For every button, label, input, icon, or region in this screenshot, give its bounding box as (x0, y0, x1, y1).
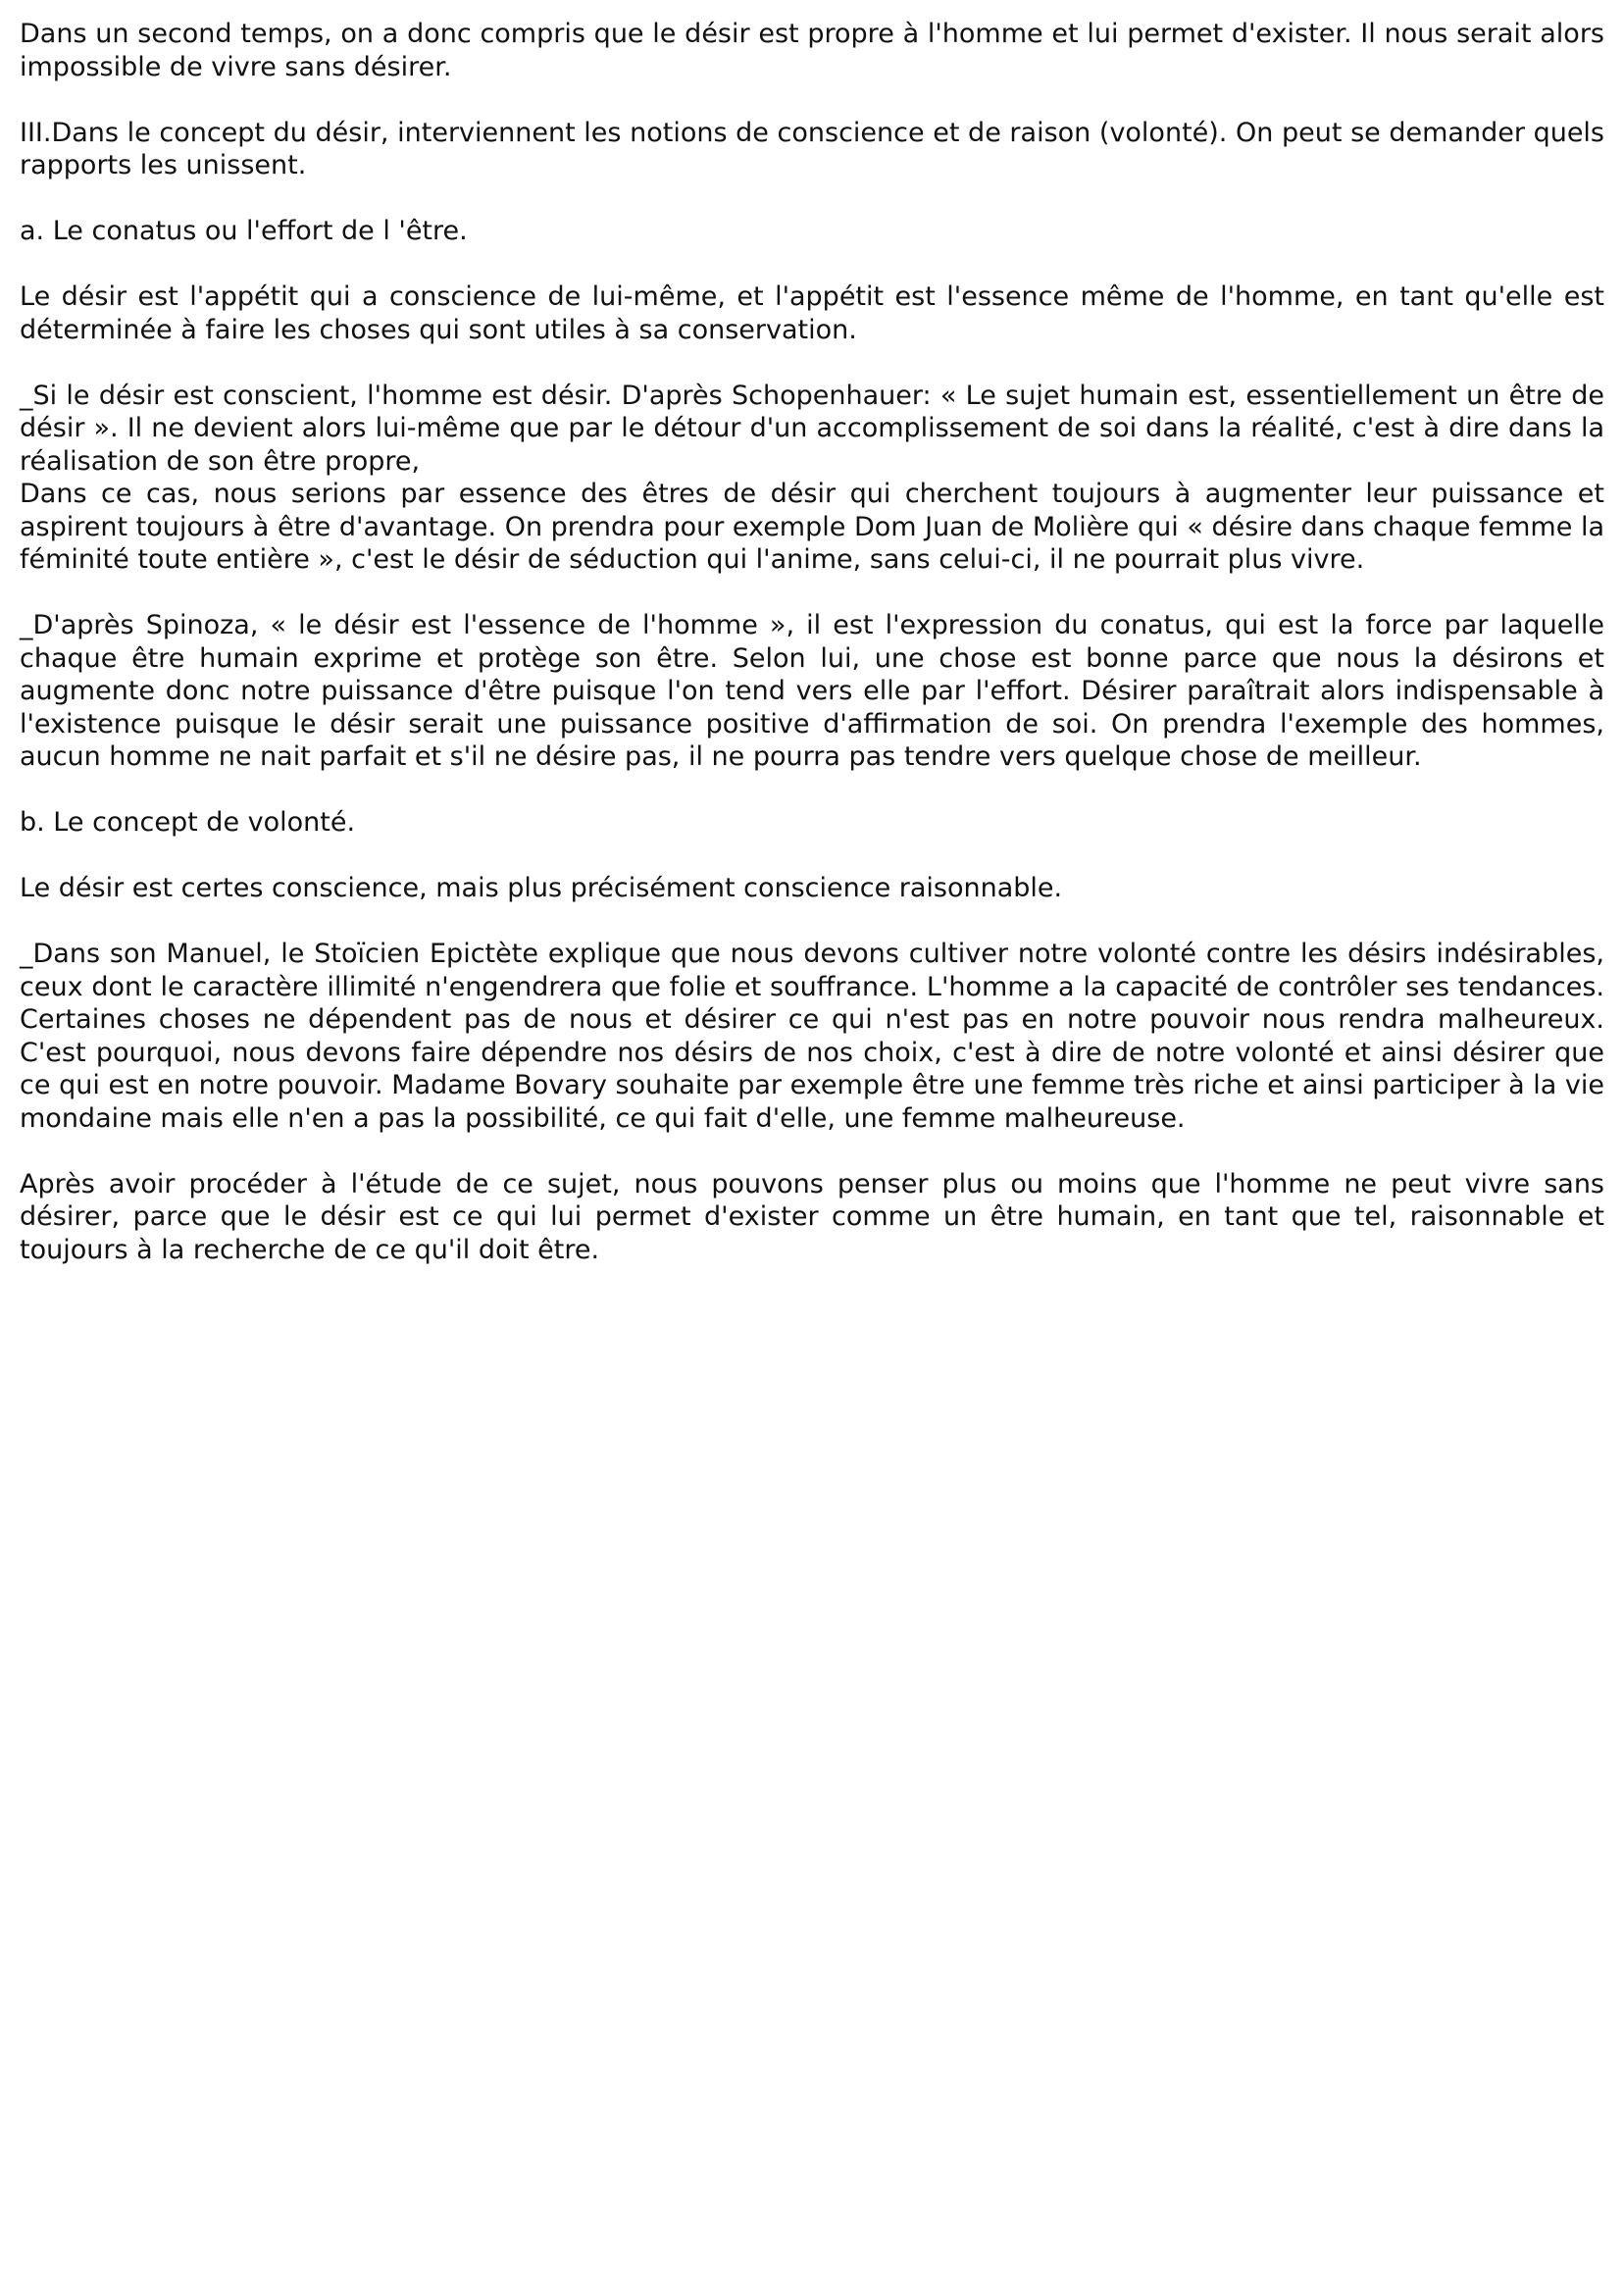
document-page (20, 18, 1604, 1300)
subheading-volonte: b. Le concept de volonté. (20, 807, 356, 838)
paragraph-part-three-heading: III.Dans le concept du désir, interviennent les notions de conscience et de raison (volonté). On peut se demander quels rapports les unissent. (20, 117, 1604, 180)
paragraph-dom-juan: Dans ce cas, nous serions par essence des êtres de désir qui cherchent toujours à augmenter leur puissance et aspirent toujours à être d'avantage. On prendra pour exemple Dom Juan de Molière qui « désire dans chaque femme la féminité toute entière », c'est le désir de séduction qui l'anime, sans celui-ci, il ne pourrait plus vivre. (20, 479, 1604, 575)
paragraph-intro-summary: Dans un second temps, on a donc compris que le désir est propre à l'homme et lui permet d'exister. Il nous serait alors impossible de vivre sans désirer. (20, 19, 1604, 82)
subheading-conatus: a. Le conatus ou l'effort de l 'être. (20, 216, 468, 246)
paragraph-desir-appetit: Le désir est l'appétit qui a conscience de lui-même, et l'appétit est l'essence même de l'homme, en tant qu'elle est déterminée à faire les choses qui sont utiles à sa conservation. (20, 281, 1604, 345)
paragraph-conclusion: Après avoir procéder à l'étude de ce sujet, nous pouvons penser plus ou moins que l'homme ne peut vivre sans désirer, parce que le désir est ce qui lui permet d'exister comme un être humain, en tant que tel, raisonnable et toujours à la recherche de ce qu'il doit être. (20, 1168, 1604, 1265)
paragraph-epictete: _Dans son Manuel, le Stoïcien Epictète explique que nous devons cultiver notre volonté contre les désirs indésirables, ceux dont le caractère illimité n'engendrera que folie et souffrance. L'homme a la capacité de contrôler ses tendances. Certaines choses ne dépendent pas de nous et désirer ce qui n'est pas en notre pouvoir nous rendra malheureux. C'est pourquoi, nous devons faire dépendre nos désirs de nos choix, c'est à dire de notre volonté et ainsi désirer que ce qui est en notre pouvoir. Madame Bovary souhaite par exemple être une femme très riche et ainsi participer à la vie mondaine mais elle n'en a pas la possibilité, ce qui fait d'elle, une femme malheureuse. (20, 939, 1604, 1134)
paragraph-conscience-raisonnable: Le désir est certes conscience, mais plus précisément conscience raisonnable. (20, 873, 1063, 903)
paragraph-schopenhauer: _Si le désir est conscient, l'homme est désir. D'après Schopenhauer: « Le sujet humain est, essentiellement un être de désir ». Il ne devient alors lui-même que par le détour d'un accomplissement de soi dans la réalité, c'est à dire dans la réalisation de son être propre, (20, 380, 1604, 477)
paragraph-spinoza: _D'après Spinoza, « le désir est l'essence de l'homme », il est l'expression du conatus, qui est la force par laquelle chaque être humain exprime et protège son être. Selon lui, une chose est bonne parce que nous la désirons et augmente donc notre puissance d'être puisque l'on tend vers elle par l'effort. Désirer paraîtrait alors indispensable à l'existence puisque le désir serait une puissance positive d'affirmation de soi. On prendra l'exemple des hommes, aucun homme ne nait parfait et s'il ne désire pas, il ne pourra pas tendre vers quelque chose de meilleur. (20, 610, 1604, 772)
